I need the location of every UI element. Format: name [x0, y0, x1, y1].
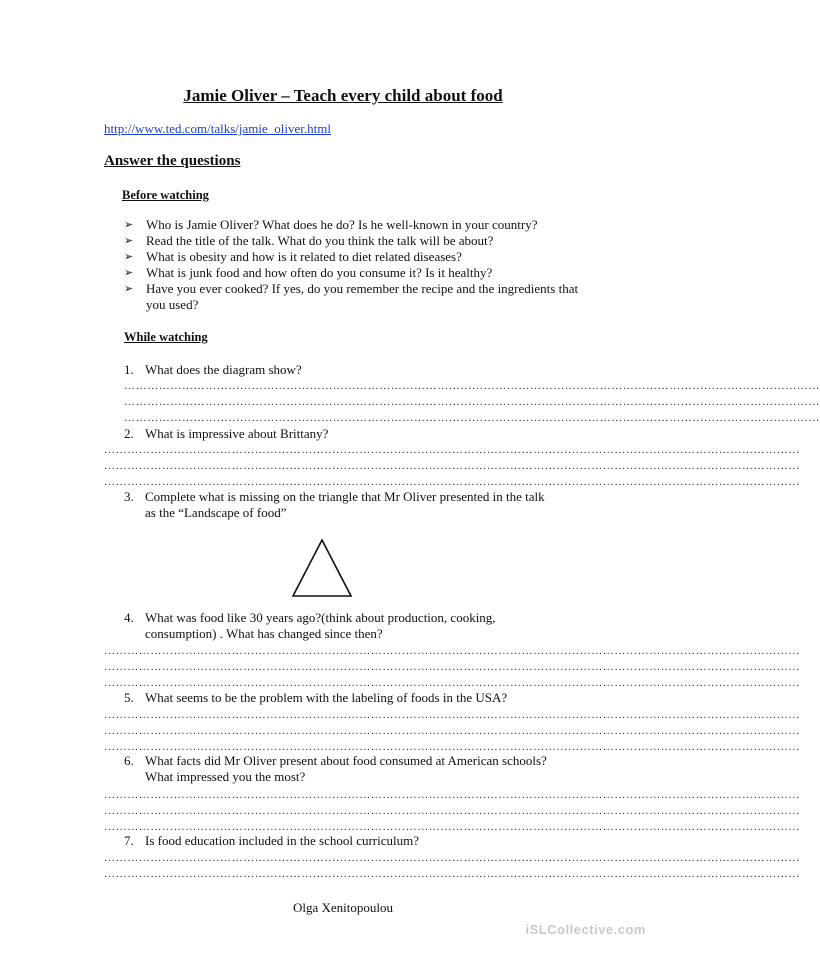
arrow-bullet-icon: ➢: [124, 251, 134, 263]
answer-line[interactable]: ………………………………………………………………………………………………………………………………………………………………: [124, 396, 820, 408]
watermark: iSLCollective.com: [525, 922, 646, 937]
question-text: Is food education included in the school curriculum?: [145, 833, 420, 848]
answer-line[interactable]: ………………………………………………………………………………………………………………………………………………………………: [104, 821, 800, 833]
arrow-bullet-icon: ➢: [124, 219, 134, 231]
list-item: [124, 281, 586, 313]
question-number: 5.: [124, 690, 134, 705]
answer-line[interactable]: ………………………………………………………………………………………………………………………………………………………………: [104, 661, 800, 673]
question-number: 7.: [124, 833, 134, 848]
answer-line[interactable]: ………………………………………………………………………………………………………………………………………………………………: [104, 460, 800, 472]
question-4: [124, 610, 496, 642]
question-number: 1.: [124, 362, 134, 377]
answer-line[interactable]: ………………………………………………………………………………………………………………………………………………………………: [104, 741, 800, 753]
question-7: [124, 833, 419, 849]
question-text: What is impressive about Brittany?: [145, 426, 329, 441]
question-text: What seems to be the problem with the labeling of foods in the USA?: [145, 690, 508, 705]
question-1: [124, 362, 302, 378]
question-3: [124, 489, 545, 521]
list-item: [124, 233, 586, 249]
arrow-bullet-icon: ➢: [124, 235, 134, 247]
triangle-shape: [293, 540, 351, 596]
list-item-text: Who is Jamie Oliver? What does he do? Is he well-known in your country?: [146, 217, 538, 232]
question-text-continued: as the “Landscape of food”: [145, 505, 287, 520]
arrow-bullet-icon: ➢: [124, 267, 134, 279]
list-item-text: Read the title of the talk. What do you think the talk will be about?: [146, 233, 494, 248]
list-item: [124, 265, 586, 281]
answer-line[interactable]: ………………………………………………………………………………………………………………………………………………………………: [124, 412, 820, 424]
question-text: What does the diagram show?: [145, 362, 302, 377]
answer-line[interactable]: ………………………………………………………………………………………………………………………………………………………………: [104, 677, 800, 689]
answer-line[interactable]: ………………………………………………………………………………………………………………………………………………………………: [104, 868, 800, 880]
question-number: 4.: [124, 610, 134, 625]
list-item-text: What is obesity and how is it related to diet related diseases?: [146, 249, 462, 264]
answer-line[interactable]: ………………………………………………………………………………………………………………………………………………………………: [124, 380, 820, 392]
question-text: Complete what is missing on the triangle that Mr Oliver presented in the talk: [145, 489, 545, 504]
landscape-of-food-triangle: [291, 538, 353, 598]
question-text-continued: consumption) . What has changed since then?: [145, 626, 383, 641]
question-5: [124, 690, 507, 706]
answer-line[interactable]: ………………………………………………………………………………………………………………………………………………………………: [104, 725, 800, 737]
author-name: Olga Xenitopoulou: [292, 900, 393, 915]
question-number: 2.: [124, 426, 134, 441]
arrow-bullet-icon: ➢: [124, 283, 134, 295]
page-title: Jamie Oliver – Teach every child about food: [183, 86, 503, 105]
answer-line[interactable]: ………………………………………………………………………………………………………………………………………………………………: [104, 789, 800, 801]
answer-line[interactable]: ………………………………………………………………………………………………………………………………………………………………: [104, 852, 800, 864]
answer-line[interactable]: ………………………………………………………………………………………………………………………………………………………………: [104, 645, 800, 657]
before-watching-label: Before watching: [122, 188, 209, 202]
before-watching-list: [124, 217, 586, 313]
answer-line[interactable]: ………………………………………………………………………………………………………………………………………………………………: [104, 444, 800, 456]
list-item-text: What is junk food and how often do you consume it? Is it healthy?: [146, 265, 493, 280]
before-watching-heading: [104, 188, 209, 203]
question-2: [124, 426, 328, 442]
answer-heading: Answer the questions: [104, 153, 241, 169]
list-item: [124, 249, 586, 265]
question-text: What was food like 30 years ago?(think about production, cooking,: [145, 610, 496, 625]
list-item: [124, 217, 586, 233]
answer-line[interactable]: ………………………………………………………………………………………………………………………………………………………………: [104, 709, 800, 721]
answer-line[interactable]: ………………………………………………………………………………………………………………………………………………………………: [104, 476, 800, 488]
question-number: 3.: [124, 489, 134, 504]
list-item-text: Have you ever cooked? If yes, do you remember the recipe and the ingredients that you used?: [146, 281, 579, 312]
while-watching-heading: While watching: [124, 330, 208, 344]
ted-talk-link[interactable]: http://www.ted.com/talks/jamie_oliver.html: [104, 121, 331, 136]
question-text: What facts did Mr Oliver present about food consumed at American schools?: [145, 753, 547, 768]
question-number: 6.: [124, 753, 134, 768]
answer-line[interactable]: ………………………………………………………………………………………………………………………………………………………………: [104, 805, 800, 817]
question-text-continued: What impressed you the most?: [145, 769, 306, 784]
question-6: [124, 753, 547, 785]
